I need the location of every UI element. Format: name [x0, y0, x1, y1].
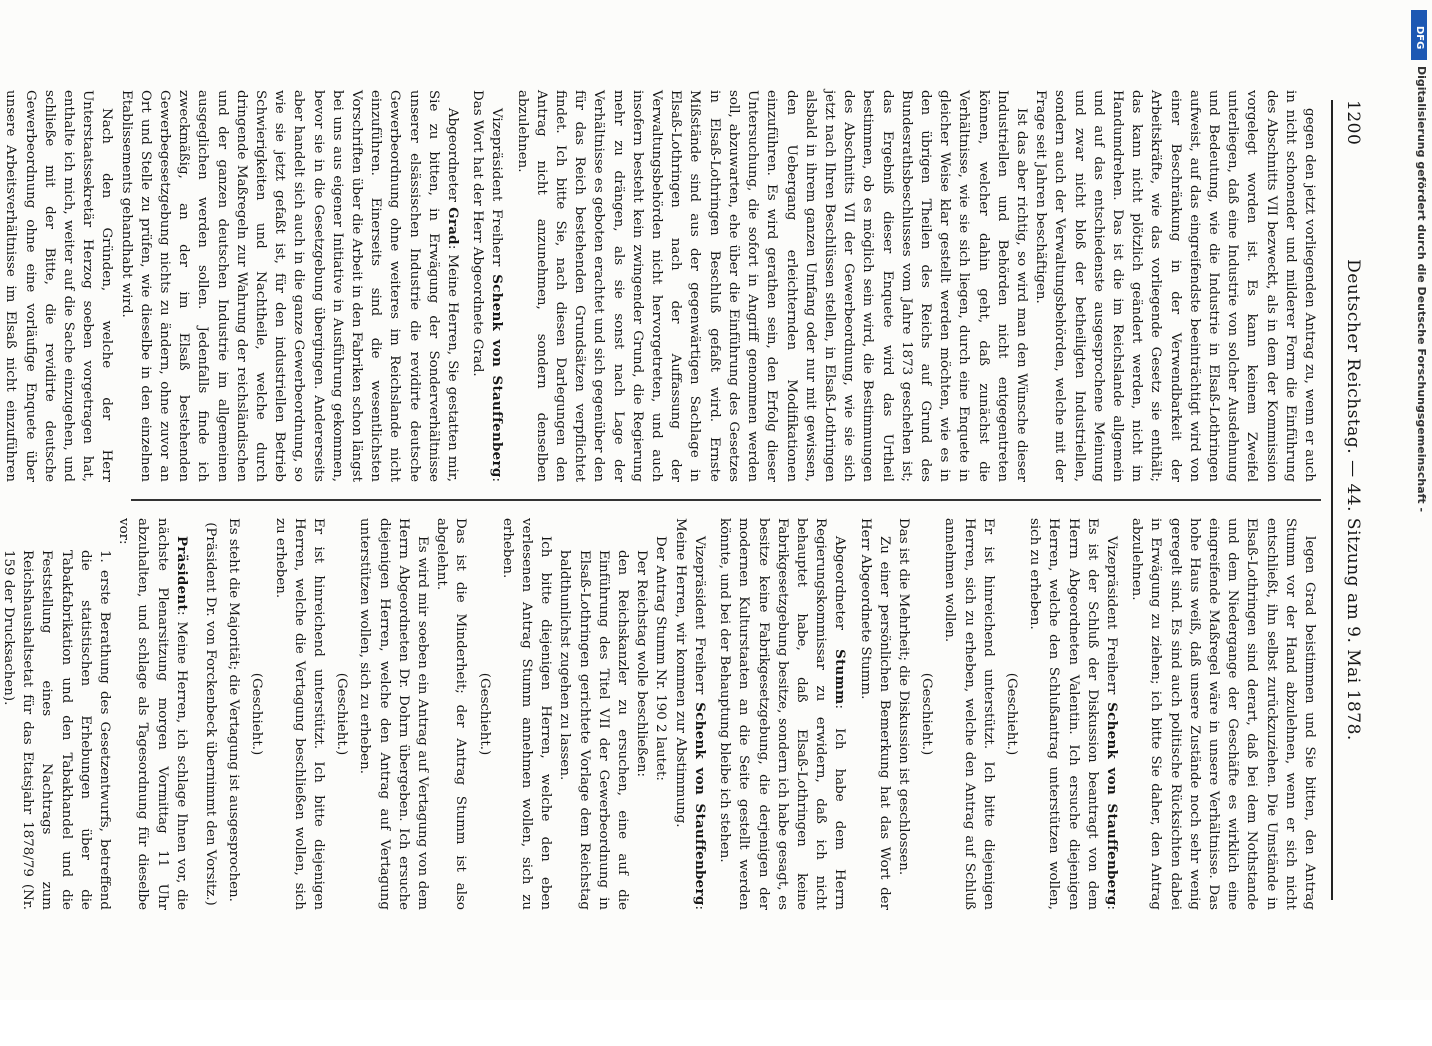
stage-direction: (Geschieht.): [919, 672, 935, 756]
speaker-name: Präsident: [173, 536, 190, 611]
paragraph: Präsident: Meine Herren, ich schlage Ihnen vor, die nächste Plenarsitzung morgen Vormittag 11 Uhr abzuhalten, und schlage als Tagesordnung für dieselbe vor:: [116, 518, 190, 910]
stage-direction: (Geschieht.): [476, 672, 492, 756]
quoted-motion: Der Reichstag wolle beschließen:: [634, 550, 650, 778]
speaker-name: Schenk von Stauffenberg: [691, 702, 708, 906]
paragraph: Vizepräsident Freiherr Schenk von Stauffenberg: Meine Herren, wir kommen zur Abstimmung.: [672, 518, 708, 911]
quoted-motion: den Reichskanzler zu ersuchen, eine auf die Einführung des Titel VII der Gewerbeordnung in Elsaß-Lothringen gerichtete Vorlage dem Reichstag baldthunlichst zugehen zu lassen.: [557, 550, 631, 910]
paragraph: Abgeordneter Stumm: Ich habe dem Herrn Regierungskommissar zu erwidern, daß ich nicht behauptet habe, daß Elsaß-Lothringen keine Fabrikgesetzgebung besitze, sondern ich habe gesagt, es besitze keine Fabrikgesetzgebung, die derjenigen der modernen Kulturstaaten an die Seite gestellt werden könnte, und bei der Behauptung bleibe ich stehen.: [717, 518, 849, 910]
paragraph: Das ist die Mehrheit; die Diskussion ist geschlossen.: [895, 518, 911, 876]
paragraph: Zu einer persönlichen Bemerkung hat das Wort der Herr Abgeordnete Stumm.: [857, 518, 892, 910]
stage-direction: (Präsident Dr. von Forckenbeck übernimmt den Vorsitz.): [203, 522, 219, 906]
paragraph: Vizepräsident Freiherr Schenk von Stauffenberg: Es ist der Schluß der Diskussion beantragt von dem Herrn Abgeordneten Valentin. Ich ersuche diejenigen Herren, welche den Schlußantrag unterstützen wollen, sich zu erheben.: [1027, 518, 1120, 911]
paragraph: Er ist hinreichend unterstützt. Ich bitte diejenigen Herren, sich zu erheben, welche den Antrag auf Schluß annehmen wollen.: [942, 518, 996, 910]
page-header: [1335, 100, 1363, 900]
paragraph: Abgeordneter Grad: Meine Herren, Sie gestatten mir, Sie zu bitten, in Erwägung der Sonderverhältnisse unserer elsässischen Industrie die revidirte deutsche Gewerbeordnung ohne weiteres im Reichslande nicht einzuführen. Einerseits sind die wesentlichsten Vorschriften über die Arbeit in den Fabriken schon längst bei uns aus eigener Initiative in Ausführung gekommen, bevor sie in die Gesetzgebung übergingen. Andererseits aber handelt sich auch in die ganze Gewerbeordnung, so wie sie jetzt gefaßt ist, für den industriellen Betrieb Schwierigkeiten und Nachtheile, welche durch dringende Maßregeln zur Wahrung der reichsländischen und der ganzen deutschen Industrie im allgemeinen ausgeglichen werden sollen. Jedenfalls finde ich zweckmäßig, an der im Elsaß bestehenden Gewerbegesetzgebung nichts zu ändern, ohne zuvor an Ort und Stelle zu prüfen, wie dieselbe in den einzelnen Etablissements gehandhabt wird.: [118, 90, 462, 482]
paragraph: Ist das aber richtig, so wird man den Wünsche dieser Industriellen und Behörden nicht entgegentreten können, welcher dahin geht, daß zunächst die Verhältnisse, wie sie sich liegen, durch eine Enquete in gleicher Weise klar gestellt werden möchten, wie es in den übrigen Theilen des Reichs auf Grund des Bundesrathsbeschlusses vom Jahre 1873 geschehen ist; das Ergebniß dieser Enquete wird das Urtheil bestimmen, ob es möglich sein wird, die Bestimmungen des Abschnitts VII der Gewerbeordnung, wie sie sich jetzt nach Ihren Beschlüssen stellen, in Elsaß-Lothringen alsbald in ihrem ganzen Umfang oder nur mit gewissen, den Uebergang erleichternden Modifikationen einzuführen. Es wird gerathen sein, den Erfolg dieser Untersuchung, die sofort in Angriff genommen werden soll, abzuwarten, ehe über die Einführung des Gesetzes in Elsaß-Lothringen Beschluß gefaßt wird. Ernste Mißstände sind aus der gegenwärtigen Sachlage in Elsaß-Lothringen nach der Auffassung der Verwaltungsbehörden nicht hervorgetreten, und auch insofern besteht kein zwingender Grund, die Regierung mehr zu drängen, als sie sonst nach Lage der Verhältnisse es geboten erachtet und sich gegenüber den für das Reich bestehenden Grundsätzen verpflichtet findet. Ich bitte Sie, nach diesen Darlegungen den Antrag nicht anzunehmen, sondern denselben abzulehnen.: [514, 90, 1029, 482]
stage-direction: (Geschieht.): [249, 672, 265, 756]
header-rule: [1331, 100, 1333, 900]
rotated-document-page: [1, 60, 1381, 940]
page-number: 1200: [1343, 100, 1363, 146]
left-column: [3, 90, 1319, 483]
speaker-name: Schenk von Stauffenberg: [489, 274, 506, 478]
paragraph: Er ist hinreichend unterstützt. Ich bitte diejenigen Herren, welche die Vertagung beschließen wollen, sich zu erheben.: [272, 518, 327, 910]
running-title: Deutscher Reichstag. — 44. Sitzung am 9. Mai 1878.: [1343, 259, 1363, 741]
column-divider: [131, 499, 1321, 501]
paragraph: Es steht die Majorität; die Vertagung ist ausgesprochen.: [226, 518, 242, 902]
speaker-name: Stumm: [832, 649, 849, 705]
dfg-logo: [1411, 10, 1427, 60]
paragraph: Vizepräsident Freiherr Schenk von Stauffenberg: Das Wort hat der Herr Abgeordnete Grad.: [470, 90, 506, 483]
paragraph-gap: [191, 518, 197, 910]
paragraph: gegen den jetzt vorliegenden Antrag zu, wenn er auch in nicht schonender und milderer Form die Einführung des Abschnitts VII bezweckt, als in dem der Kommission vorgelegt worden ist. Es kann keinem Zweifel unterliegen, daß eine Industrie von solcher Ausdehnung und Bedeutung, wie die Industrie in Elsaß-Lothringen aufweist, auf das eingreifendste beeinträchtigt wird von einer Beschränkung in der Verwendbarkeit der Arbeitskräfte, wie das vorliegende Gesetz sie enthält; das kann nicht plötzlich geändert werden, nicht im Handumdrehen. Das ist die im Reichslande allgemein und auf das entschiedenste ausgesprochene Meinung und zwar nicht bloß der betheiligten Industriellen, sondern auch der Verwaltungsbehörden, welche mit der Frage seit Jahren beschäftigen.: [1033, 90, 1317, 482]
dfg-logo-text: DFG: [1414, 26, 1425, 50]
paragraph: Ich bitte diejenigen Herren, welche den eben verlesenen Antrag Stumm annehmen wollen, sich zu erheben.: [499, 518, 554, 910]
right-column: [1, 518, 1319, 911]
stage-direction: (Geschieht.): [1003, 672, 1019, 756]
speaker-name: Schenk von Stauffenberg: [1103, 702, 1120, 906]
side-notice: [1408, 8, 1430, 988]
paragraph: legen Grad beistimmen und Sie bitten, den Antrag Stumm vor der Hand abzulehnen, wenn er sich nicht entschließt, ihn selbst zurückzuziehen. Die Umstände in Elsaß-Lothringen sind derart, daß bei dem Nothstande und dem Niedergange der Geschäfte es wirklich eine eingreifende Maßregel wäre in unsere Verhältnisse. Das hohe Haus weiß, daß unsere Zustände noch sehr wenig geregelt sind. Es sind auch politische Rücksichten dabei in Erwägung zu ziehen; ich bitte Sie daher, den Antrag abzulehnen.: [1129, 518, 1317, 910]
stage-direction: (Geschieht.): [334, 672, 350, 756]
paragraph: Der Antrag Stumm Nr. 190 2 lautet:: [653, 536, 669, 781]
funding-notice: Digitalisierung gefördert durch die Deutsche Forschungsgemeinschaft -: [1415, 66, 1428, 513]
paragraph: Nach den Gründen, welche der Herr Unterstaatssekretär Herzog soeben vorgetragen hat, enthalte ich mich, weiter auf die Sache einzugehen, und schließe mit der Bitte, die revidirte deutsche Gewerbeordnung ohne eine vorläufige Enquete über unsere Arbeitsverhältnisse im Elsaß nicht einzuführen: [3, 90, 115, 482]
speaker-name: Grad: [445, 207, 462, 245]
quoted-motion: 1. erste Berathung des Gesetzentwurfs, betreffend die statistischen Erhebungen über die Tabakfabrikation und den Tabakhandel und die Feststellung eines Nachtrags zum Reichshaushaltsetat für das Etatsjahr 1878/79 (Nr. 159 der Drucksachen).: [1, 550, 113, 910]
paragraph: Es wird mir soeben ein Antrag auf Vertagung von dem Herrn Abgeordneten Dr. Dohrn übergeben. Ich ersuche diejenigen Herren, welche den Antrag auf Vertagung unterstützen wollen, sich zu erheben.: [357, 518, 431, 910]
paragraph: Das ist die Minderheit; der Antrag Stumm ist also abgelehnt.: [434, 518, 469, 910]
